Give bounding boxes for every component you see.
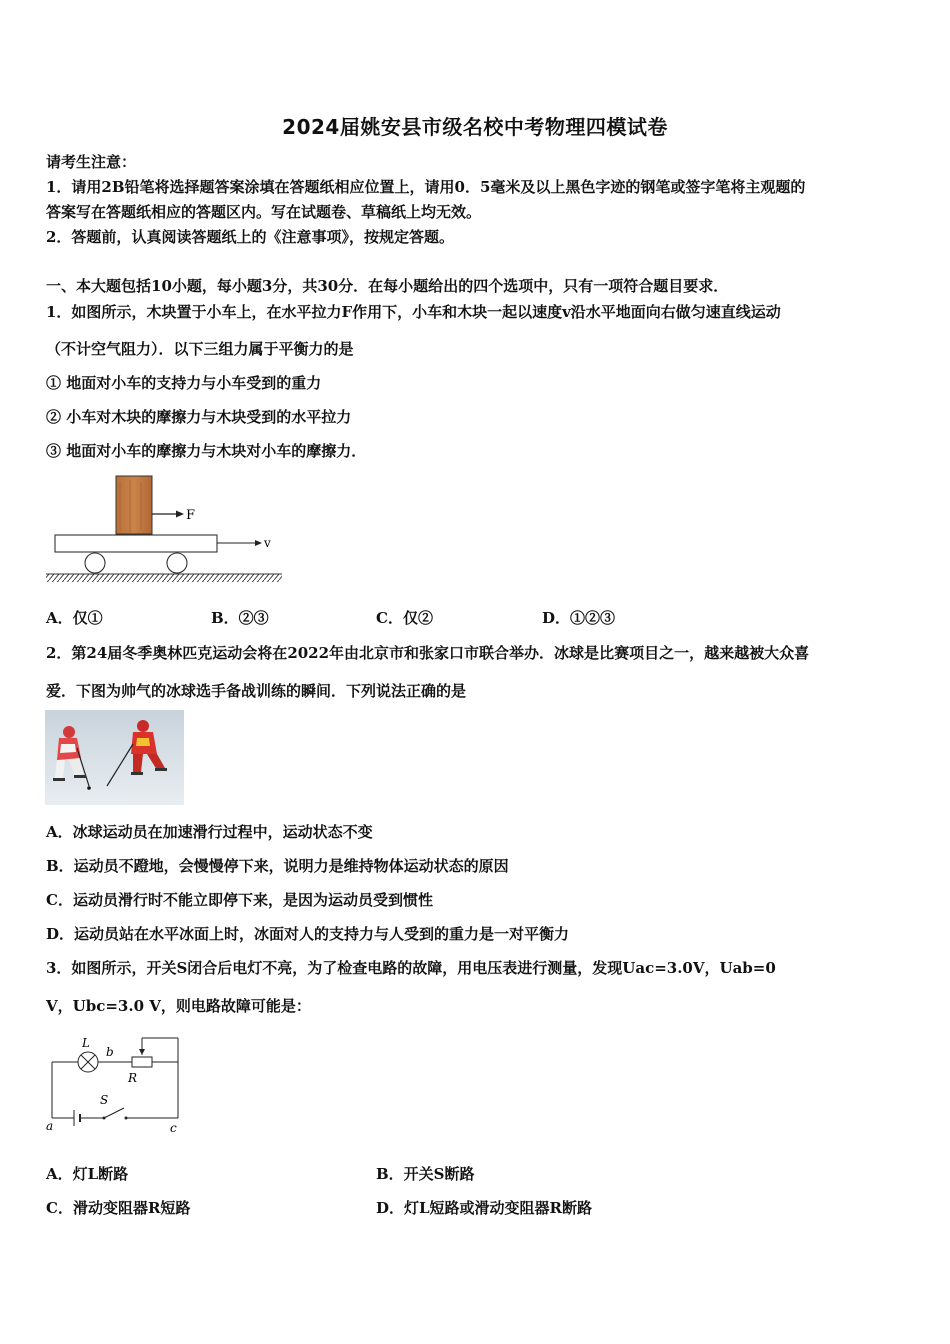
q3-stem-line-2: V，Ubc=3.0 V，则电路故障可能是： [46,997,311,1015]
q3-option-c[interactable]: C．滑动变阻器R短路 [46,1199,191,1217]
label-a: a [46,1119,54,1133]
switch-symbol [104,1108,124,1118]
label-c: c [170,1121,177,1135]
q2-option-a[interactable]: A．冰球运动员在加速滑行过程中，运动状态不变 [46,823,373,841]
notice-item-2: 2．答题前，认真阅读答题纸上的《注意事项》，按规定答题。 [46,228,454,246]
label-b: b [106,1045,114,1059]
q1-statement-3: ③ 地面对小车的摩擦力与木块对小车的摩擦力． [46,442,367,460]
cart-block-figure [44,472,286,588]
q1-option-c[interactable]: C．仅② [376,609,433,627]
q2-option-c[interactable]: C．运动员滑行时不能立即停下来，是因为运动员受到惯性 [46,891,433,909]
notice-item-1-line-1: 1．请用2B铅笔将选择题答案涂填在答题纸相应位置上，请用0．5毫米及以上黑色字迹的钢笔或签字笔将主观题的 [46,178,806,196]
force-label-f: F [186,508,196,523]
notice-item-1-line-2: 答案写在答题纸相应的答题区内。写在试题卷、草稿纸上均无效。 [46,203,482,221]
label-r: R [128,1071,138,1085]
q1-option-a[interactable]: A．仅① [46,609,103,627]
velocity-label-v: v [264,536,271,550]
q1-statement-2: ② 小车对木块的摩擦力与木块受到的水平拉力 [46,408,352,426]
q2-option-d[interactable]: D．运动员站在水平冰面上时，冰面对人的支持力与人受到的重力是一对平衡力 [46,925,570,943]
cart-wheel-left [85,553,105,573]
q1-stem-line-2: （不计空气阻力）．以下三组力属于平衡力的是 [46,340,354,358]
notice-heading: 请考生注意： [46,153,137,171]
rheostat-symbol [132,1057,152,1067]
section-1-heading: 一、本大题包括10小题，每小题3分，共30分．在每小题给出的四个选项中，只有一项符合题目要求． [46,277,729,295]
q3-stem-line-1: 3．如图所示，开关S闭合后电灯不亮，为了检查电路的故障，用电压表进行测量，发现Uac=3.0V，Uab=0 [46,959,776,977]
q2-option-b[interactable]: B．运动员不蹬地，会慢慢停下来，说明力是维持物体运动状态的原因 [46,857,509,875]
q1-stem-line-1: 1．如图所示，木块置于小车上，在水平拉力F作用下，小车和木块一起以速度v沿水平地面向右做匀速直线运动 [46,303,781,321]
q2-stem-line-1: 2．第24届冬季奥林匹克运动会将在2022年由北京市和张家口市联合举办．冰球是比赛项目之一，越来越被大众喜 [46,644,810,662]
q3-option-d[interactable]: D．灯L短路或滑动变阻器R断路 [376,1199,593,1217]
q2-stem-line-2: 爱．下图为帅气的冰球选手备战训练的瞬间．下列说法正确的是 [46,682,467,700]
q3-option-b[interactable]: B．开关S断路 [376,1165,475,1183]
cart-body [55,535,217,552]
label-s: S [100,1093,109,1107]
q1-option-d[interactable]: D．①②③ [542,609,616,627]
q3-option-a[interactable]: A．灯L断路 [46,1165,129,1183]
cart-wheel-right [167,553,187,573]
q1-option-b[interactable]: B．②③ [211,609,269,627]
wood-block [116,476,152,534]
circuit-figure [44,1030,189,1135]
q1-statement-1: ① 地面对小车的支持力与小车受到的重力 [46,374,322,392]
hockey-photo [45,710,184,805]
page-title: 2024届姚安县市级名校中考物理四模试卷 [282,115,668,139]
ground-hatch [46,574,282,582]
label-l: L [82,1036,90,1050]
